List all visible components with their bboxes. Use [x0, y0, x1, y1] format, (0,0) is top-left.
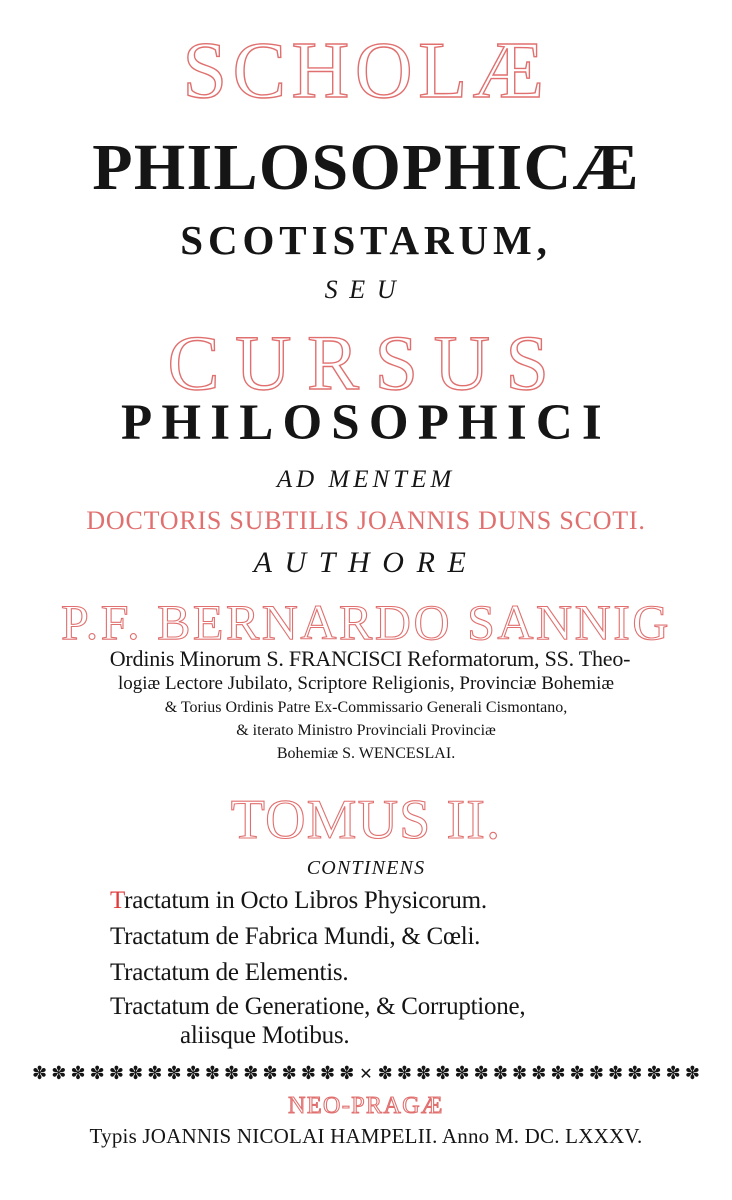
ornament-flower-icon: ✽	[185, 1063, 201, 1084]
ornament-flower-icon: ✽	[51, 1063, 67, 1084]
contents-item-text: Tractatum de Generatione, & Corruptione,	[110, 993, 526, 1020]
drop-initial: T	[110, 887, 125, 914]
author-info-line: Bohemiæ S. WENCESLAI.	[276, 745, 456, 762]
ornament-flower-icon: ✽	[377, 1063, 393, 1084]
ornament-flower-icon: ✽	[492, 1063, 508, 1084]
ornament-flower-icon: ✽	[262, 1063, 278, 1084]
ornament-flower-icon: ✽	[243, 1063, 259, 1084]
author-name: P.F. BERNARDO SANNIG	[61, 594, 671, 650]
contents-item	[110, 887, 487, 915]
ornament-flower-icon: ✽	[204, 1063, 220, 1084]
ornament-flower-icon: ✽	[32, 1063, 48, 1084]
title-seu: SEU	[324, 275, 408, 304]
ornament-border	[30, 1060, 702, 1086]
ornament-flower-icon: ✽	[89, 1063, 105, 1084]
contents-item	[110, 993, 525, 1021]
ornament-flower-icon: ✽	[281, 1063, 297, 1084]
ornament-cross-icon: ✕	[359, 1064, 373, 1083]
ornament-flower-icon: ✽	[550, 1063, 566, 1084]
ornament-flower-icon: ✽	[454, 1063, 470, 1084]
author-info-line: & iterato Ministro Provinciali Provinciæ	[236, 722, 496, 739]
ornament-flower-icon: ✽	[684, 1063, 700, 1084]
author-info-line: Ordinis Minorum S. FRANCISCI Reformatorum, SS. Theo-	[109, 646, 631, 671]
contents-heading: CONTINENS	[306, 857, 426, 879]
ornament-flower-icon: ✽	[512, 1063, 528, 1084]
ornament-flower-icon: ✽	[396, 1063, 412, 1084]
title-philosophici: PHILOSOPHICI	[121, 395, 611, 451]
title-ad-mentem: AD MENTEM	[276, 466, 456, 493]
title-philosophicae: PHILOSOPHICÆ	[92, 131, 640, 204]
title-scholae: SCHOLÆ	[182, 27, 550, 115]
ornament-flower-icon: ✽	[627, 1063, 643, 1084]
ornament-flower-icon: ✽	[646, 1063, 662, 1084]
contents-item-text: aliisque Motibus.	[180, 1022, 350, 1049]
ornament-flower-icon: ✽	[320, 1063, 336, 1084]
contents-item	[180, 1022, 349, 1050]
ornament-flower-icon: ✽	[339, 1063, 355, 1084]
title-authore: AUTHORE	[253, 546, 479, 579]
ornament-flower-icon: ✽	[300, 1063, 316, 1084]
contents-item	[110, 923, 480, 951]
ornament-flower-icon: ✽	[147, 1063, 163, 1084]
ornament-flower-icon: ✽	[608, 1063, 624, 1084]
ornament-flower-icon: ✽	[166, 1063, 182, 1084]
ornament-flower-icon: ✽	[435, 1063, 451, 1084]
contents-item-text: ractatum in Octo Libros Physicorum.	[124, 887, 487, 914]
volume-number: TOMUS II.	[230, 789, 502, 851]
title-doctoris: DOCTORIS SUBTILIS JOANNIS DUNS SCOTI.	[86, 506, 646, 535]
ornament-flower-icon: ✽	[531, 1063, 547, 1084]
ornament-flower-icon: ✽	[665, 1063, 681, 1084]
title-scotistarum: SCOTISTARUM,	[180, 217, 552, 263]
author-info-line: & Torius Ordinis Patre Ex-Commissario Generali Cismontano,	[164, 699, 568, 716]
imprint-place: NEO-PRAGÆ	[288, 1093, 444, 1119]
title-cursus: CURSUS	[167, 319, 565, 406]
imprint-printer: Typis JOANNIS NICOLAI HAMPELII. Anno M. DC. LXXXV.	[89, 1124, 643, 1148]
ornament-flower-icon: ✽	[108, 1063, 124, 1084]
ornament-flower-icon: ✽	[128, 1063, 144, 1084]
ornament-flower-icon: ✽	[588, 1063, 604, 1084]
contents-item-text: Tractatum de Elementis.	[110, 959, 349, 986]
contents-item-text: Tractatum de Fabrica Mundi, & Cœli.	[110, 923, 481, 950]
ornament-flower-icon: ✽	[569, 1063, 585, 1084]
contents-item	[110, 959, 348, 987]
author-info-line: logiæ Lectore Jubilato, Scriptore Religionis, Provinciæ Bohemiæ	[117, 673, 615, 694]
ornament-flower-icon: ✽	[416, 1063, 432, 1084]
ornament-flower-icon: ✽	[473, 1063, 489, 1084]
ornament-flower-icon: ✽	[224, 1063, 240, 1084]
ornament-flower-icon: ✽	[70, 1063, 86, 1084]
